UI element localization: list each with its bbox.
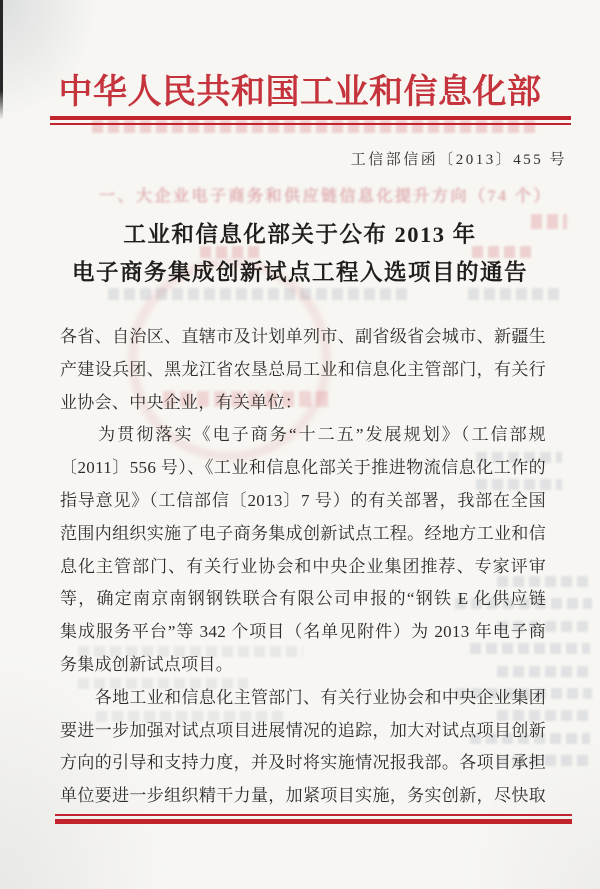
document-number: 工信部信函〔2013〕455 号 [350, 152, 567, 168]
body-line: 各地工业和信息化主管部门、有关行业协会和中央企业集团 [60, 687, 546, 707]
body-line: 务集成创新试点项目。 [60, 654, 233, 674]
letterhead-rule-thick-line [50, 116, 571, 120]
body-line: 范围内组织实施了电子商务集成创新试点工程。经地方工业和信 [60, 523, 546, 543]
footer-rule [55, 814, 572, 824]
body-line: 方向的引导和支持力度，并及时将实施情况报我部。各项目承担 [60, 753, 546, 773]
notice-body [60, 321, 546, 813]
body-line: 业协会、中央企业，有关单位： [60, 392, 303, 412]
body-line: 集成服务平台”等 342 个项目（名单见附件）为 2013 年电子商 [60, 622, 546, 642]
letterhead-rule-thin-line [50, 123, 571, 125]
footer-rule-thin-line [55, 814, 572, 816]
ministry-letterhead-title: 中华人民共和国工业和信息化部 [58, 74, 542, 111]
body-line: 等，确定南京南钢钢铁联合有限公司申报的“钢铁 E 化供应链 [60, 589, 546, 609]
body-line: 指导意见》（工信部信〔2013〕7 号）的有关部署，我部在全国 [60, 490, 546, 510]
body-line: 产建设兵团、黑龙江省农垦总局工业和信息化主管部门，有关行 [60, 359, 546, 379]
notice-title [0, 216, 600, 292]
bleed-through-text: 一、大企业电子商务和供应链信息化提升方向（74 个） [99, 188, 553, 205]
body-line: 息化主管部门、有关行业协会和中央企业集团推荐、专家评审 [60, 556, 546, 576]
body-line: 各省、自治区、直辖市及计划单列市、副省级省会城市、新疆生 [60, 327, 546, 346]
notice-title-line1: 工业和信息化部关于公布 2013 年 [123, 222, 477, 247]
body-line: 〔2011〕556 号）、《工业和信息化部关于推进物流信息化工作的 [60, 458, 546, 478]
notice-title-line2: 电子商务集成创新试点工程入选项目的通告 [71, 260, 528, 285]
body-line: 单位要进一步组织精干力量，加紧项目实施，务实创新，尽快取 [60, 786, 546, 806]
body-line: 为贯彻落实《电子商务“十二五”发展规划》（工信部规 [60, 425, 546, 445]
letterhead-rule [50, 116, 571, 125]
body-line: 要进一步加强对试点项目进展情况的追踪，加大对试点项目创新 [60, 720, 546, 740]
footer-rule-thick-line [55, 819, 572, 824]
